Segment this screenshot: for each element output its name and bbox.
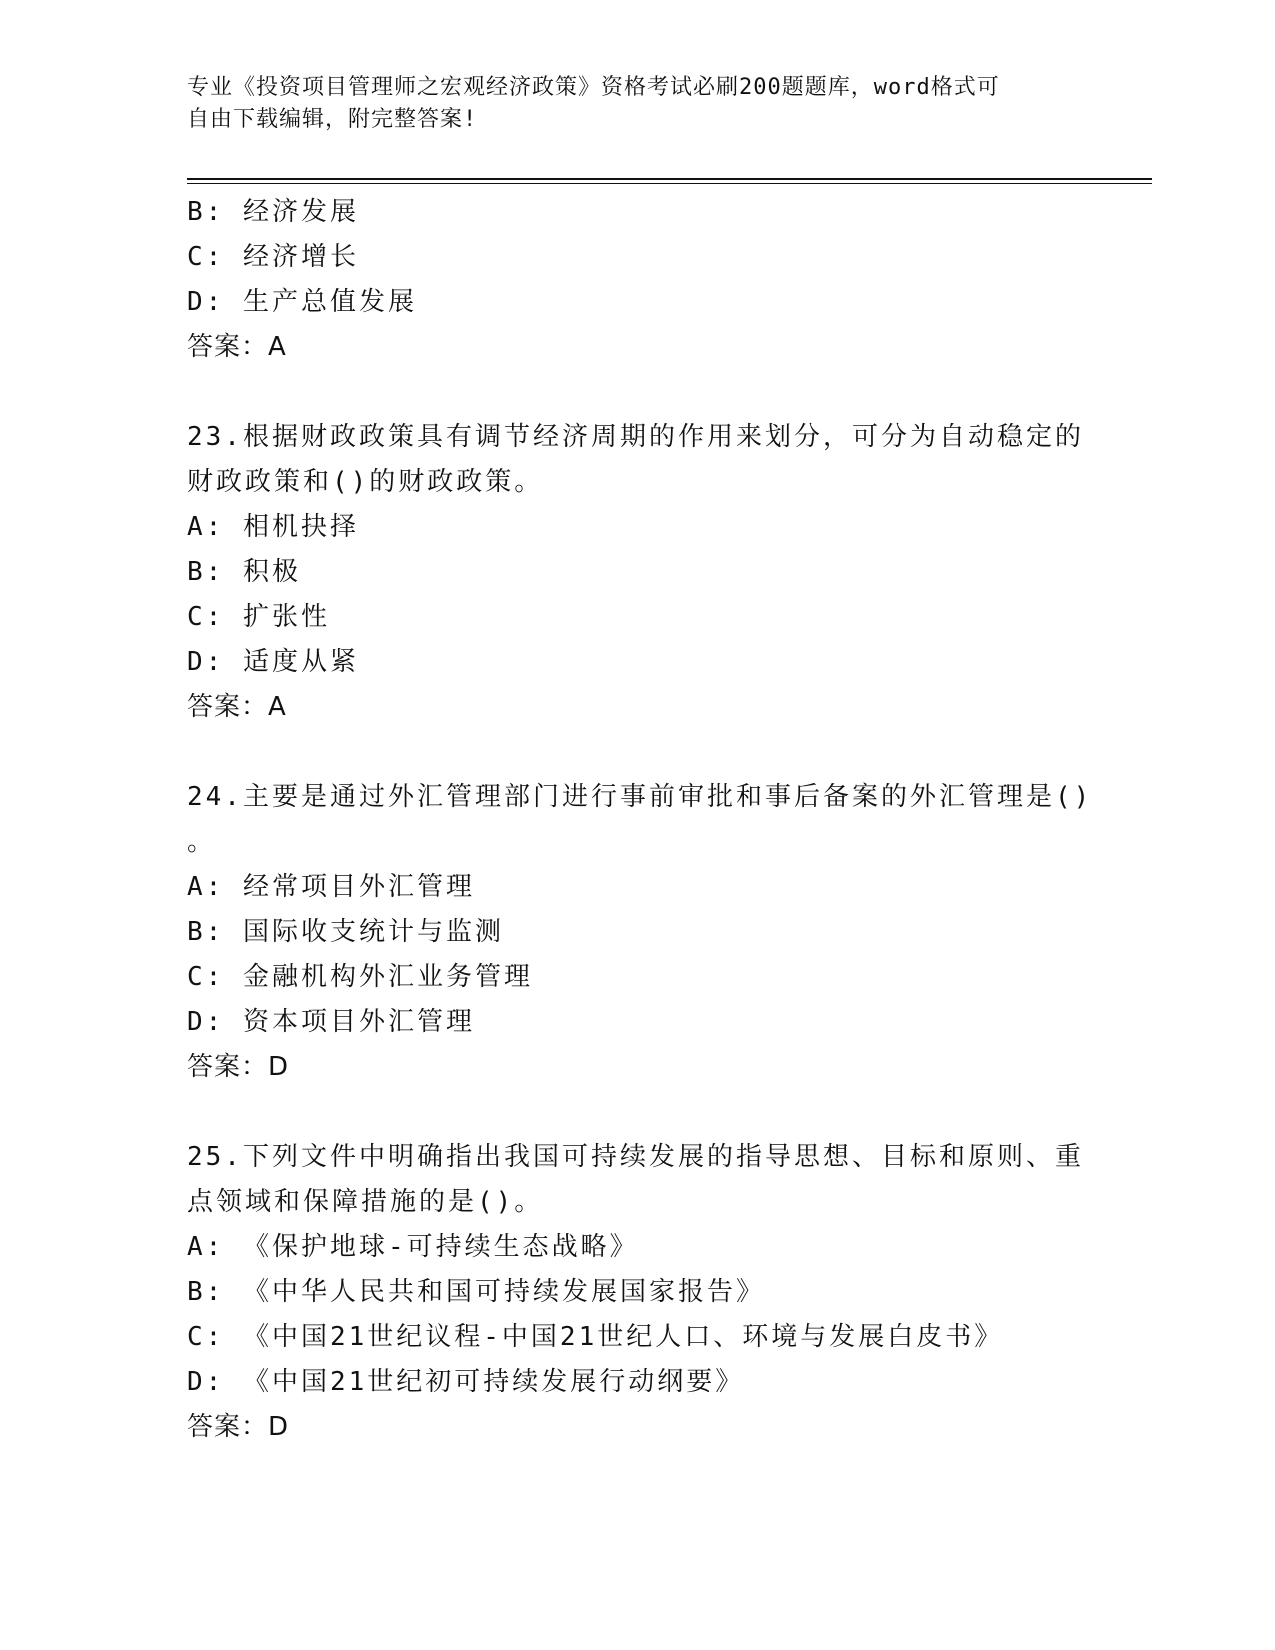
answer-line: 答案：A <box>187 692 287 722</box>
option-b: B: 《中华人民共和国可持续发展国家报告》 <box>187 1277 765 1307</box>
question-stem-line: 点领域和保障措施的是()。 <box>187 1187 544 1217</box>
option-c: C: 扩张性 <box>187 602 330 632</box>
option-c: C: 金融机构外汇业务管理 <box>187 962 533 992</box>
answer-line: 答案：D <box>187 1412 290 1442</box>
option-d: D: 《中国21世纪初可持续发展行动纲要》 <box>187 1367 745 1397</box>
option-d: D: 适度从紧 <box>187 647 359 677</box>
question-list <box>187 190 1093 1450</box>
question-stem-line: 。 <box>187 827 217 857</box>
option-d: D: 生产总值发展 <box>187 287 417 317</box>
question-stem-line: 23.根据财政政策具有调节经济周期的作用来划分，可分为自动稳定的 <box>187 422 1084 452</box>
previous-question-tail <box>187 190 1087 370</box>
header-line-1: 专业《投资项目管理师之宏观经济政策》资格考试必刷200题题库，word格式可 <box>187 75 1000 100</box>
option-b: B: 经济发展 <box>187 197 359 227</box>
option-a: A: 相机抉择 <box>187 512 359 542</box>
header-line-2: 自由下载编辑，附完整答案! <box>187 107 478 132</box>
header-divider-thin <box>187 183 1152 184</box>
question-24 <box>187 775 1093 1090</box>
question-23 <box>187 415 1087 730</box>
answer-line: 答案：A <box>187 332 287 362</box>
option-c: C: 经济增长 <box>187 242 359 272</box>
page-header <box>187 72 1067 136</box>
option-b: B: 国际收支统计与监测 <box>187 917 504 947</box>
question-stem-line: 财政政策和()的财政政策。 <box>187 467 544 497</box>
header-divider <box>187 178 1152 180</box>
option-b: B: 积极 <box>187 557 301 587</box>
option-c: C: 《中国21世纪议程-中国21世纪人口、环境与发展白皮书》 <box>187 1322 1004 1352</box>
question-stem-line: 25.下列文件中明确指出我国可持续发展的指导思想、目标和原则、重 <box>187 1142 1084 1172</box>
answer-line: 答案：D <box>187 1052 290 1082</box>
option-d: D: 资本项目外汇管理 <box>187 1007 475 1037</box>
option-a: A: 《保护地球-可持续生态战略》 <box>187 1232 639 1262</box>
question-25 <box>187 1135 1087 1450</box>
question-stem-line: 24.主要是通过外汇管理部门进行事前审批和事后备案的外汇管理是() <box>187 782 1093 812</box>
option-a: A: 经常项目外汇管理 <box>187 872 475 902</box>
